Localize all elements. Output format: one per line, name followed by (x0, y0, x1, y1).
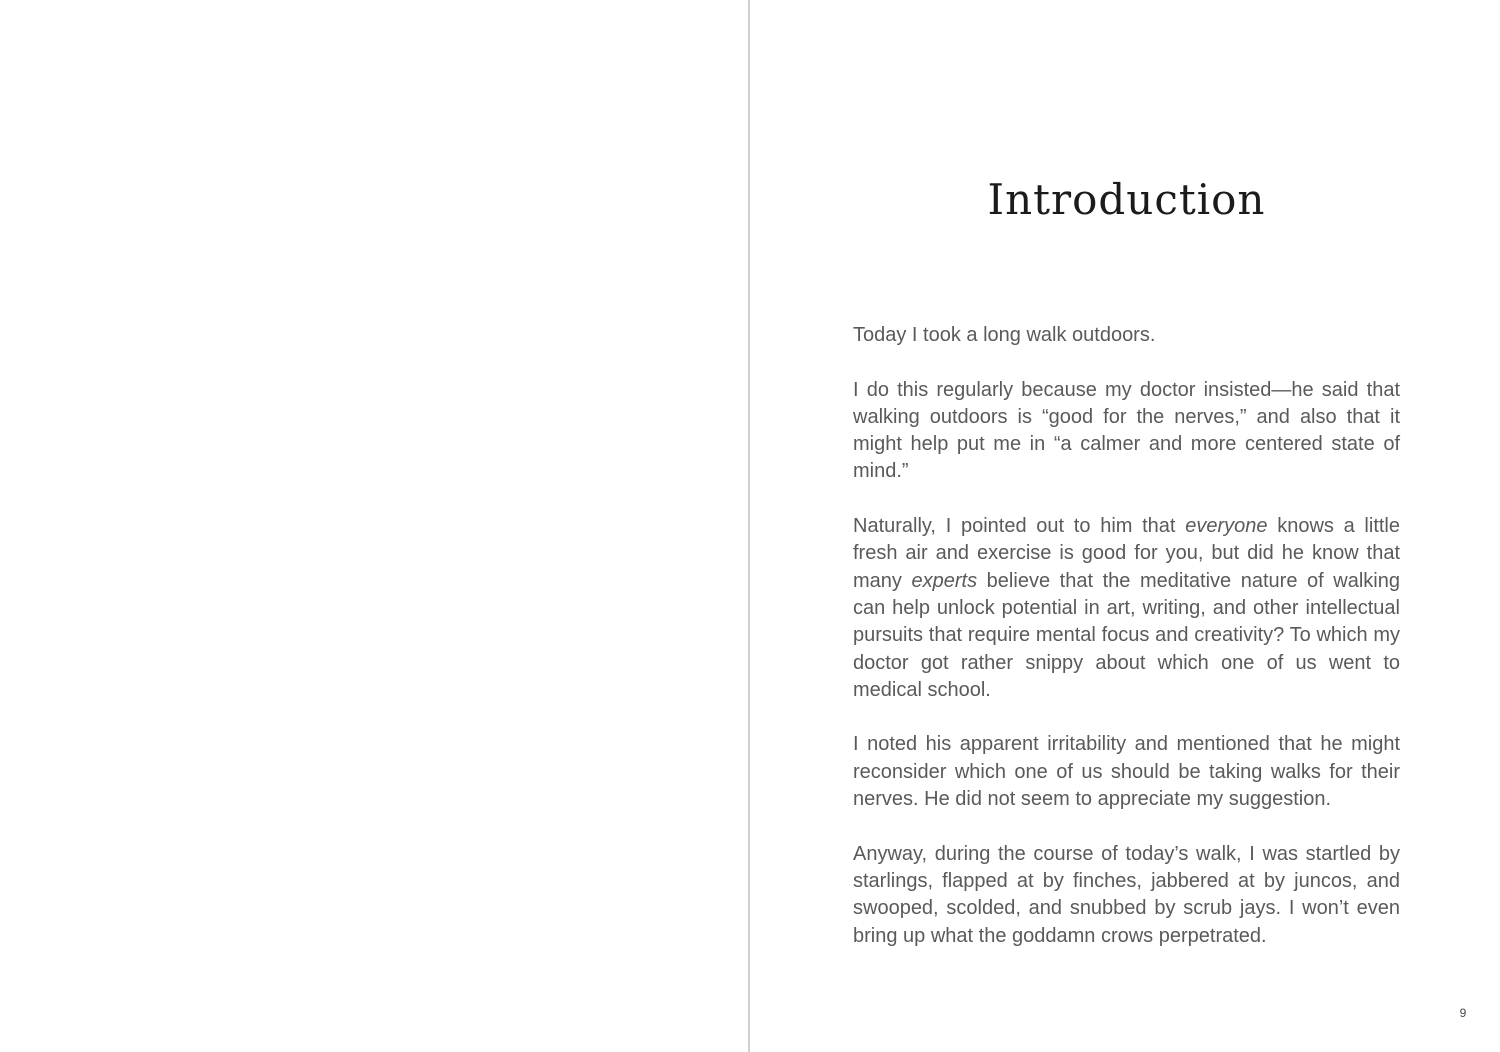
body-text (853, 322, 1400, 977)
paragraph-3-part-2: knows a little fresh air and exercise is good for you, but did he know that many (853, 515, 1400, 592)
paragraph-5: Anyway, during the course of today’s walk, I was startled by starlings, flapped at by finches, jabbered at by juncos, and swooped, scolded, and snubbed by scrub jays. I won’t even bring up what the goddamn crows perpetrated. (853, 842, 1400, 947)
paragraph-2: I do this regularly because my doctor insisted—he said that walking outdoors is “good for the nerves,” and also that it might help put me in “a calmer and more centered state of mind.” (853, 378, 1400, 483)
page-number: 9 (1459, 1006, 1467, 1020)
paragraph-3 (853, 513, 1400, 704)
paragraph-3-emphasis-experts: experts (911, 569, 978, 592)
paragraph-4: I noted his apparent irritability and mentioned that he might reconsider which one of us should be taking walks for their nerves. He did not seem to appreciate my suggestion. (853, 733, 1400, 811)
paragraph-3-part-3: believe that the meditative nature of walking can help unlock potential in art, writing, and other intellectual pursuits that require mental focus and creativity? To which my doctor got rather snippy about which one of us went to medical school. (853, 569, 1400, 701)
paragraph-3-part-1: Naturally, I pointed out to him that (853, 515, 1186, 538)
left-page-blank (0, 0, 748, 1052)
chapter-title: Introduction (987, 175, 1266, 224)
paragraph-3-emphasis-everyone: everyone (1185, 515, 1268, 538)
paragraph-1: Today I took a long walk outdoors. (853, 324, 1156, 346)
